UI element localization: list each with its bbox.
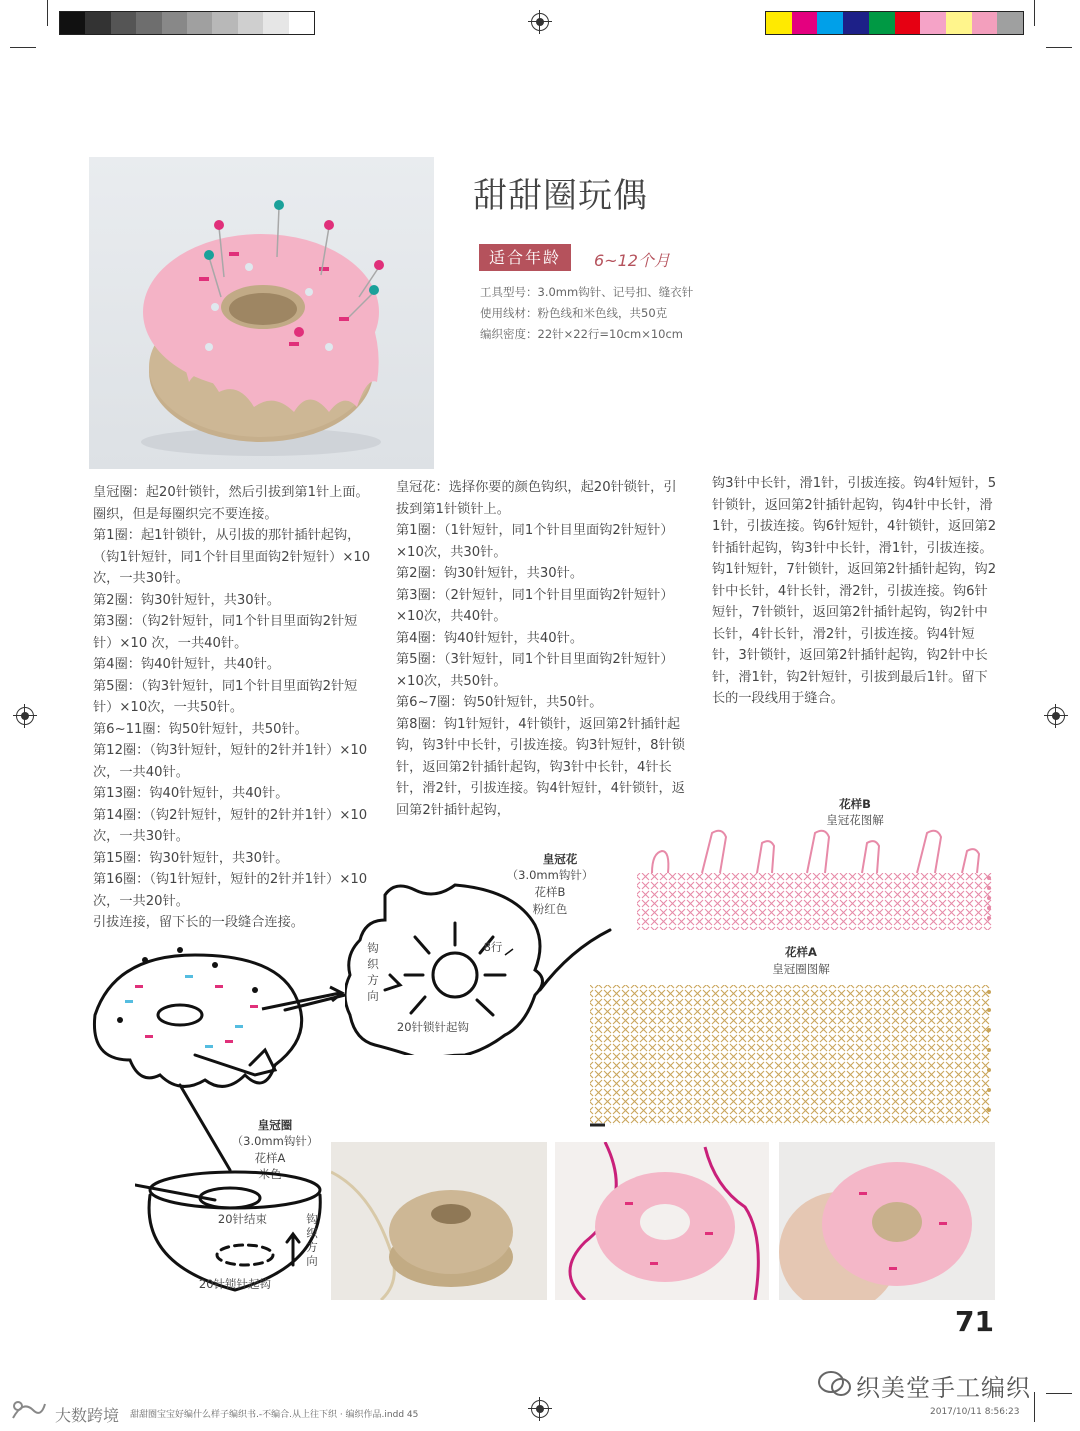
crop-mark bbox=[1034, 0, 1035, 26]
step-photo-3 bbox=[779, 1142, 995, 1300]
crop-mark bbox=[1046, 47, 1072, 48]
arrow-icon bbox=[260, 985, 350, 1015]
crop-mark bbox=[47, 0, 48, 26]
donut-photo bbox=[89, 157, 434, 469]
pattern-a-title: 花样A bbox=[785, 945, 817, 959]
instruction-line: 第5圈：（3针短针，同1个针目里面钩2针短针）×10次，共50针。 bbox=[396, 652, 674, 689]
registration-mark-top bbox=[531, 13, 549, 31]
instructions-column-2 bbox=[396, 477, 688, 821]
crop-mark bbox=[10, 47, 36, 48]
spec-tools: 工具型号：3.0mm钩针、记号扣、缝衣针 bbox=[480, 285, 694, 299]
instruction-line: 皇冠花：选择你要的颜色钩织，起20针锁针，引拔到第1针锁针上。 bbox=[396, 480, 677, 517]
age-label: 适合年龄 bbox=[479, 244, 571, 271]
step-photo-1 bbox=[331, 1142, 547, 1300]
instruction-line: 第2圈：钩30针短针，共30针。 bbox=[93, 592, 281, 608]
instructions-column-1 bbox=[93, 482, 373, 934]
footer-file-name: 甜甜圈宝宝好编什么样子编织书.-不编合.从上往下织 · 编织作品.indd 45 bbox=[130, 1410, 419, 1420]
instruction-line: 第2圈：钩30针短针，共30针。 bbox=[396, 566, 584, 581]
page-number: 71 bbox=[955, 1305, 994, 1338]
crown-ring-title: 皇冠圈 bbox=[257, 1118, 293, 1132]
wechat-icon bbox=[818, 1370, 852, 1398]
instruction-line: 第8圈：钩1针短针，4针锁针，返回第2针插针起钩，钩3针中长针，引拔连接。钩3针短针，8针锁针，返回第2针插针起钩，钩3针中长针，4针长针，滑2针，引拔连接。钩4针短针，4针锁针，返回第2针插针起钩， bbox=[396, 716, 685, 818]
instruction-line: 第3圈：（钩2针短针，同1个针目里面钩2针短针）×10 次，一共40针。 bbox=[93, 614, 358, 651]
pattern-a-diagram bbox=[585, 980, 997, 1130]
instruction-line: 第15圈：钩30针短针，共30针。 bbox=[93, 850, 289, 866]
crown-ring-end: 20针结束 bbox=[217, 1212, 268, 1226]
registration-mark-right bbox=[1047, 707, 1065, 725]
instruction-line: 第16圈：（钩1针短针，短针的2针并1针）×10次，一共20针。 bbox=[93, 872, 368, 909]
instruction-line: 第1圈：（1针短针，同1个针目里面钩2针短针）×10次，共30针。 bbox=[396, 523, 674, 560]
page-title: 甜甜圈玩偶 bbox=[473, 176, 648, 216]
crown-flower-rows: 8行 bbox=[483, 940, 503, 954]
crown-ring-start: 20针锁针起钩 bbox=[198, 1277, 272, 1291]
crown-ring-color: 米色 bbox=[258, 1167, 282, 1181]
logo-icon bbox=[8, 1398, 48, 1424]
grayscale-bar bbox=[59, 11, 315, 35]
pattern-b-subtitle: 皇冠花图解 bbox=[826, 813, 884, 827]
color-calibration-bar bbox=[765, 11, 1024, 35]
brand-name: 织美堂手工编织 bbox=[856, 1374, 1031, 1402]
instruction-line: 钩3针中长针，滑1针，引拔连接。钩4针短针，5针锁针，返回第2针插针起钩，钩4针中长针，滑1针，引拔连接。钩6针短针，4针锁针，返回第2针插针起钩，钩3针中长针，滑1针，引拔连接。钩1针短针，7针锁针，返回第2针插针起钩，钩2针中长针，4针长针，滑2针，引拔连接。钩6针短针，7针锁针，返回第2针插针起钩，钩2针中长针，4针长针，滑2针，引拔连接。钩4针短针，3针锁针，返回第2针插针起钩，钩2针中长针，滑1针，钩2针短针，引拔到最后1针。留下长的一段线用于缝合。 bbox=[712, 476, 997, 706]
crown-flower-color: 粉红色 bbox=[532, 902, 568, 916]
instruction-line: 皇冠圈：起20针锁针，然后引拔到第1针上面。圈织，但是每圈织完不要连接。 bbox=[93, 485, 369, 522]
pattern-b-title: 花样B bbox=[839, 797, 871, 811]
crown-ring-direction: 钩织方向 bbox=[306, 1212, 318, 1268]
crown-flower-title: 皇冠花 bbox=[542, 852, 578, 866]
footer-date: 2017/10/11 8:56:23 bbox=[930, 1407, 1020, 1417]
crown-ring-pattern: 花样A bbox=[254, 1151, 286, 1165]
instruction-line: 第4圈：钩40针短针，共40针。 bbox=[93, 657, 281, 672]
pattern-a-subtitle: 皇冠圈图解 bbox=[772, 962, 830, 976]
instruction-line: 第6~11圈：钩50针短针，共50针。 bbox=[93, 721, 308, 737]
crown-flower-start: 20针锁针起钩 bbox=[396, 1020, 470, 1034]
step-photo-2 bbox=[555, 1142, 769, 1300]
crown-flower-direction: 钩织方向 bbox=[367, 941, 379, 1003]
instruction-line: 第14圈：（钩2针短针，短针的2针并1针）×10次，一共30针。 bbox=[93, 807, 368, 844]
spec-gauge: 编织密度：22针×22行=10cm×10cm bbox=[480, 327, 683, 341]
spec-yarn: 使用线材：粉色线和米色线，共50克 bbox=[480, 306, 668, 320]
age-value: 6~12个月 bbox=[594, 251, 670, 270]
crop-mark bbox=[1034, 1392, 1035, 1422]
instruction-line: 引拔连接，留下长的一段缝合连接。 bbox=[93, 915, 304, 930]
instruction-line: 第4圈：钩40针短针，共40针。 bbox=[396, 630, 584, 646]
crown-flower-pattern: 花样B bbox=[534, 885, 566, 899]
instruction-line: 第3圈：（2针短针，同1个针目里面钩2针短针）×10次，共40针。 bbox=[396, 587, 674, 624]
instruction-line: 第6~7圈：钩50针短针，共50针。 bbox=[396, 695, 603, 710]
instructions-column-3 bbox=[712, 473, 1000, 710]
registration-mark-left bbox=[16, 707, 34, 725]
crop-mark bbox=[1046, 1393, 1072, 1394]
footer-logo-text: 大数跨境 bbox=[55, 1406, 120, 1425]
crown-ring-hook: （3.0mm钩针） bbox=[231, 1134, 319, 1148]
pattern-b-diagram bbox=[632, 818, 997, 933]
instruction-line: 第12圈：（钩3针短针，短针的2针并1针）×10次，一共40针。 bbox=[93, 743, 368, 780]
registration-mark-bottom bbox=[531, 1400, 549, 1418]
instruction-line: 第5圈：（钩3针短针，同1个针目里面钩2针短针）×10次，一共50针。 bbox=[93, 678, 358, 715]
instruction-line: 第1圈：起1针锁针，从引拔的那针插针起钩，（钩1针短针，同1个针目里面钩2针短针）×10次，一共30针。 bbox=[93, 528, 371, 586]
instruction-line: 第13圈：钩40针短针，共40针。 bbox=[93, 786, 289, 801]
crown-flower-hook: （3.0mm钩针） bbox=[506, 868, 594, 882]
